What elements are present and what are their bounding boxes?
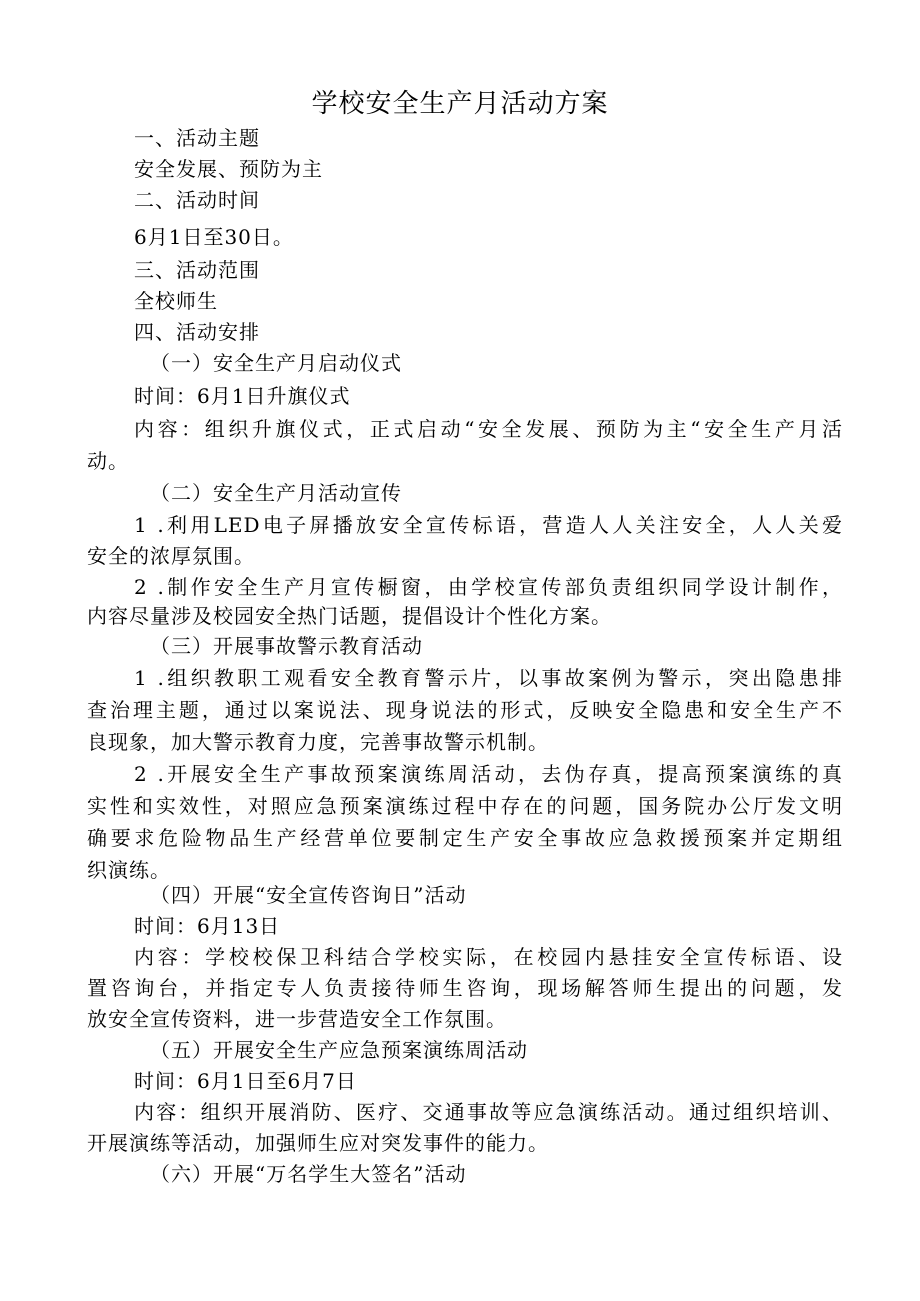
document-title: 学校安全生产月活动方案 xyxy=(311,89,609,119)
paragraph-line: 查治理主题，通过以案说法、现身说法的形式，反映安全隐患和安全生产不 xyxy=(87,698,843,722)
paragraph-line: 开展演练等活动，加强师生应对突发事件的能力。 xyxy=(87,1131,549,1155)
paragraph-line: 时间：6月1日至6月7日 xyxy=(134,1069,357,1093)
paragraph-line: 1 .组织教职工观看安全教育警示片，以事故案例为警示，突出隐患排 xyxy=(134,666,843,690)
subheading-line: （四）开展“安全宣传咨询日”活动 xyxy=(150,883,467,907)
paragraph-line: 动。 xyxy=(87,449,129,473)
paragraph-line: 全校师生 xyxy=(134,289,218,313)
paragraph-line: 内容：学校校保卫科结合学校实际，在校园内悬挂安全宣传标语、设 xyxy=(134,945,843,969)
paragraph-line: 6月1日至30日。 xyxy=(134,225,294,249)
paragraph-line: 内容：组织升旗仪式，正式启动“安全发展、预防为主“安全生产月活 xyxy=(134,417,843,441)
heading-activity-arrangement: 四、活动安排 xyxy=(134,320,260,344)
paragraph-line: 内容尽量涉及校园安全热门话题，提倡设计个性化方案。 xyxy=(87,604,612,628)
subheading-line: （五）开展安全生产应急预案演练周活动 xyxy=(150,1038,528,1062)
paragraph-line: 良现象，加大警示教育力度，完善事故警示机制。 xyxy=(87,730,549,754)
subheading-line: （六）开展“万名学生大签名”活动 xyxy=(150,1162,467,1186)
paragraph-line: 时间：6月1日升旗仪式 xyxy=(134,384,351,408)
paragraph-line: 2 .开展安全生产事故预案演练周活动，去伪存真，提高预案演练的真 xyxy=(134,762,843,786)
heading-activity-scope: 三、活动范围 xyxy=(134,258,260,282)
paragraph-line: 放安全宣传资料，进一步营造安全工作氛围。 xyxy=(87,1007,507,1031)
paragraph-line: 织演练。 xyxy=(87,858,171,882)
subheading-line: （三）开展事故警示教育活动 xyxy=(150,634,423,658)
paragraph-line: 安全发展、预防为主 xyxy=(134,157,323,181)
heading-activity-theme: 一、活动主题 xyxy=(134,126,260,150)
paragraph-line: 2 .制作安全生产月宣传橱窗，由学校宣传部负责组织同学设计制作， xyxy=(134,575,843,599)
paragraph-line: 1 .利用LED电子屏播放安全宣传标语，营造人人关注安全，人人关爱 xyxy=(134,513,843,537)
paragraph-line: 内容：组织开展消防、医疗、交通事故等应急演练活动。通过组织培训、 xyxy=(134,1100,843,1124)
paragraph-line: 安全的浓厚氛围。 xyxy=(87,544,255,568)
subheading-line: （一）安全生产月启动仪式 xyxy=(150,351,402,375)
paragraph-line: 置咨询台，并指定专人负责接待师生咨询，现场解答师生提出的问题，发 xyxy=(87,976,843,1000)
subheading-line: （二）安全生产月活动宣传 xyxy=(150,481,402,505)
paragraph-line: 确要求危险物品生产经营单位要制定生产安全事故应急救援预案并定期组 xyxy=(87,826,843,850)
paragraph-line: 实性和实效性，对照应急预案演练过程中存在的问题，国务院办公厅发文明 xyxy=(87,794,843,818)
paragraph-line: 时间：6月13日 xyxy=(134,914,281,938)
heading-activity-time: 二、活动时间 xyxy=(134,188,260,212)
